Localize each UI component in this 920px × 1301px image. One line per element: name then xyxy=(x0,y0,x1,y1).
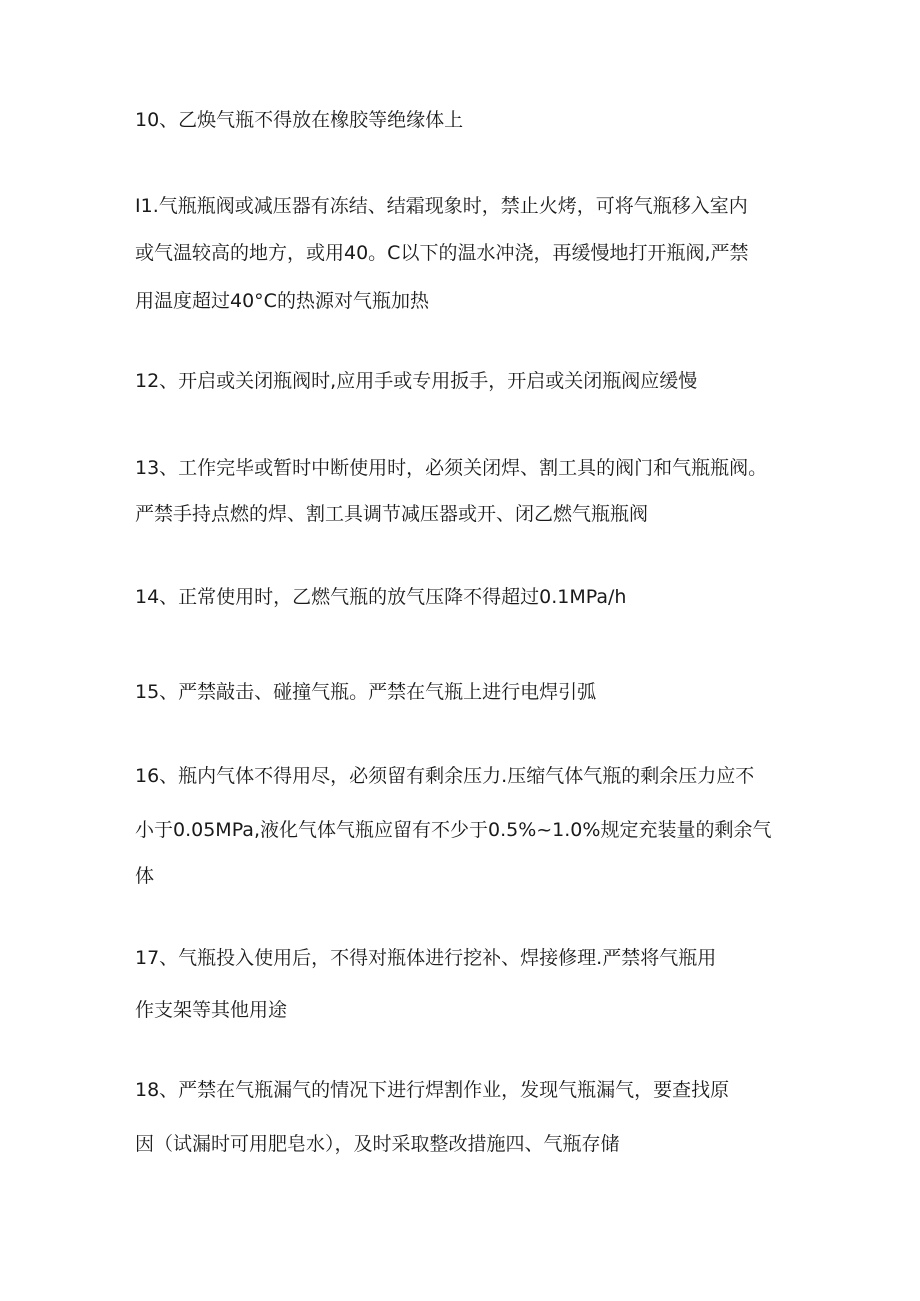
item-17-line-1: 17、气瓶投入使用后，不得对瓶体进行挖补、焊接修理.严禁将气瓶用 xyxy=(135,947,717,969)
item-11-line-3: 用温度超过40°C的热源对气瓶加热 xyxy=(135,290,429,312)
item-17-line-2: 作支架等其他用途 xyxy=(135,999,288,1021)
item-16-line-3: 体 xyxy=(135,865,155,887)
item-11-line-1: I1.气瓶瓶阀或减压器有冻结、结霜现象时，禁止火烤，可将气瓶移入室内 xyxy=(135,195,748,217)
item-10-line-1: 10、乙焕气瓶不得放在橡胶等绝缘体上 xyxy=(135,109,464,131)
item-13-line-1: 13、工作完毕或暂时中断使用时，必须关闭焊、割工具的阀门和气瓶瓶阀。 xyxy=(135,457,768,479)
item-13-line-2: 严禁手持点燃的焊、割工具调节减压器或开、闭乙燃气瓶瓶阀 xyxy=(135,503,649,525)
item-11-line-2: 或气温较高的地方，或用40。C以下的温水冲浇，再缓慢地打开瓶阀,严禁 xyxy=(135,242,749,264)
item-16-line-2: 小于0.05MPa,液化气体气瓶应留有不少于0.5%~1.0%规定充装量的剩余气 xyxy=(135,819,772,841)
item-18-line-2: 因（试漏时可用肥皂水），及时采取整改措施四、气瓶存储 xyxy=(135,1133,620,1155)
item-18-line-1: 18、严禁在气瓶漏气的情况下进行焊割作业，发现气瓶漏气，要查找原 xyxy=(135,1079,730,1101)
item-12-line-1: 12、开启或关闭瓶阀时,应用手或专用扳手，开启或关闭瓶阀应缓慢 xyxy=(135,370,698,392)
item-14-line-1: 14、正常使用时，乙燃气瓶的放气压降不得超过0.1MPa/h xyxy=(135,586,627,608)
item-16-line-1: 16、瓶内气体不得用尽，必须留有剩余压力.压缩气体气瓶的剩余压力应不 xyxy=(135,765,755,787)
item-15-line-1: 15、严禁敲击、碰撞气瓶。严禁在气瓶上进行电焊引弧 xyxy=(135,681,597,703)
